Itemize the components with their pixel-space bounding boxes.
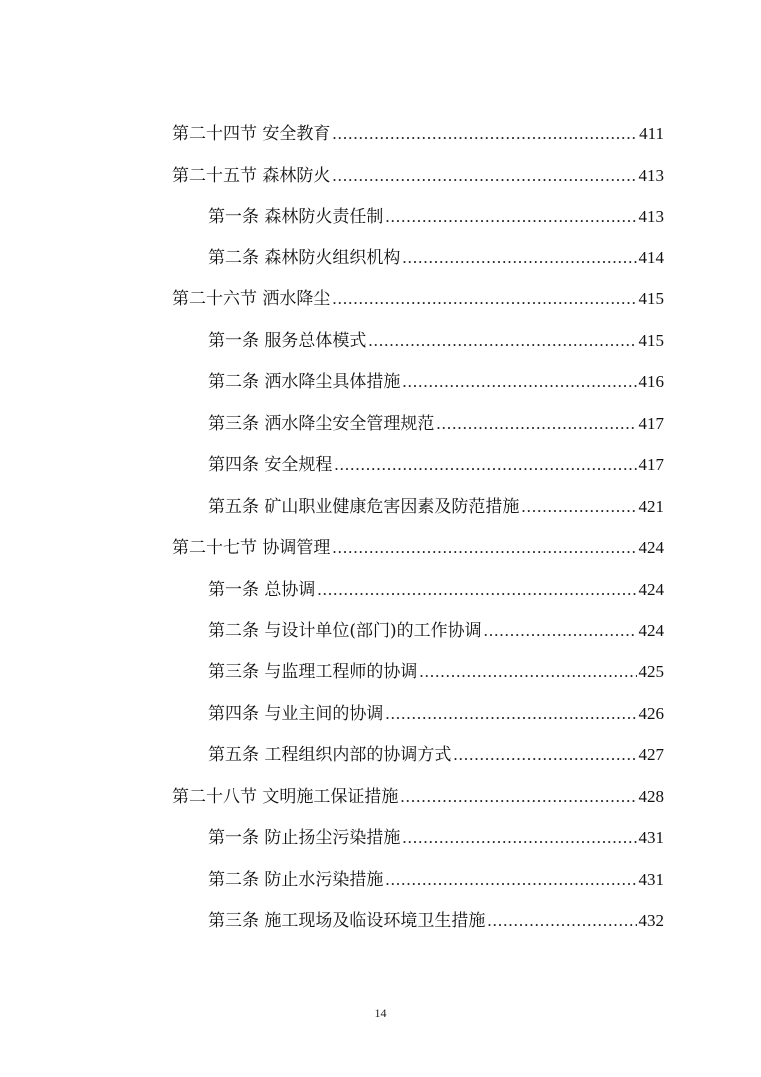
dot-leader [385,869,636,891]
toc-entry-label: 第五条 矿山职业健康危害因素及防范措施 [208,497,520,517]
toc-entry[interactable] [208,620,664,642]
toc-entry-label: 第二条 防止水污染措施 [208,870,384,890]
toc-entry-page: 415 [638,331,664,350]
toc-entry[interactable] [208,371,664,393]
page-number: 14 [374,1006,387,1020]
toc-entry-page: 421 [638,497,664,516]
toc-entry-label: 第一条 总协调 [208,580,316,600]
toc-entry[interactable] [208,454,664,476]
toc-entry-page: 413 [638,207,664,226]
toc-entry[interactable] [208,496,664,518]
dot-leader [332,123,637,145]
toc-entry-page: 413 [638,166,664,185]
dot-leader [402,827,636,849]
toc-entry-label: 第二条 与设计单位(部门)的工作协调 [208,621,482,641]
toc-entry-label: 第一条 防止扬尘污染措施 [208,828,401,848]
toc-entry-page: 424 [638,621,664,640]
toc-entry-page: 427 [638,745,664,764]
toc-entry-label: 第二条 洒水降尘具体措施 [208,372,401,392]
toc-entry-label: 第五条 工程组织内部的协调方式 [208,745,452,765]
toc-entry-page: 416 [638,372,664,391]
toc-entry-page: 425 [638,662,664,681]
dot-leader [385,703,636,725]
dot-leader [402,247,636,269]
dot-leader [400,786,636,808]
toc-entry-label: 第四条 安全规程 [208,455,333,475]
toc-entry-page: 411 [639,124,664,143]
dot-leader [521,496,636,518]
toc-entry[interactable] [208,206,664,228]
toc-entry[interactable] [208,869,664,891]
toc-entry-label: 第三条 施工现场及临设环境卫生措施 [208,911,486,931]
dot-leader [317,579,636,601]
toc-entry[interactable] [172,537,664,559]
toc-entry[interactable] [208,247,664,269]
toc-entry[interactable] [208,827,664,849]
dot-leader [453,744,636,766]
toc-entry-page: 424 [638,538,664,557]
toc-entry-page: 417 [638,455,664,474]
toc-entry-label: 第一条 森林防火责任制 [208,207,384,227]
dot-leader [334,454,636,476]
toc-entry[interactable] [172,165,664,187]
toc-entry-label: 第一条 服务总体模式 [208,331,367,351]
toc-entry-label: 第三条 与监理工程师的协调 [208,662,418,682]
toc-entry[interactable] [172,123,664,145]
dot-leader [484,620,637,642]
toc-entry[interactable] [208,579,664,601]
toc-entry-label: 第二十六节 洒水降尘 [172,289,331,309]
toc-entry-page: 428 [638,787,664,806]
dot-leader [368,330,636,352]
toc-entry-label: 第二十八节 文明施工保证措施 [172,787,399,807]
dot-leader [419,661,636,683]
dot-leader [487,910,636,932]
toc-entry[interactable] [172,786,664,808]
toc-entry-page: 432 [638,911,664,930]
dot-leader [332,537,636,559]
toc-entry-label: 第二十四节 安全教育 [172,124,331,144]
toc-entry-page: 431 [638,828,664,847]
dot-leader [436,413,636,435]
toc-entry[interactable] [208,661,664,683]
toc-entry-label: 第二条 森林防火组织机构 [208,248,401,268]
toc-entry[interactable] [208,330,664,352]
toc-entry-page: 431 [638,870,664,889]
dot-leader [385,206,636,228]
toc-entry-page: 424 [638,580,664,599]
toc-entry[interactable] [208,910,664,932]
toc-entry[interactable] [208,413,664,435]
toc-entry-page: 415 [638,289,664,308]
toc-entry-label: 第二十五节 森林防火 [172,166,331,186]
dot-leader [402,371,636,393]
toc-entry-label: 第四条 与业主间的协调 [208,704,384,724]
toc-entry-page: 414 [638,248,664,267]
dot-leader [332,165,636,187]
toc-entry[interactable] [208,703,664,725]
toc-entry[interactable] [172,288,664,310]
toc-entry-label: 第二十七节 协调管理 [172,538,331,558]
toc-entry[interactable] [208,744,664,766]
toc-entry-page: 417 [638,414,664,433]
dot-leader [332,288,636,310]
toc-entry-label: 第三条 洒水降尘安全管理规范 [208,414,435,434]
toc-entry-page: 426 [638,704,664,723]
